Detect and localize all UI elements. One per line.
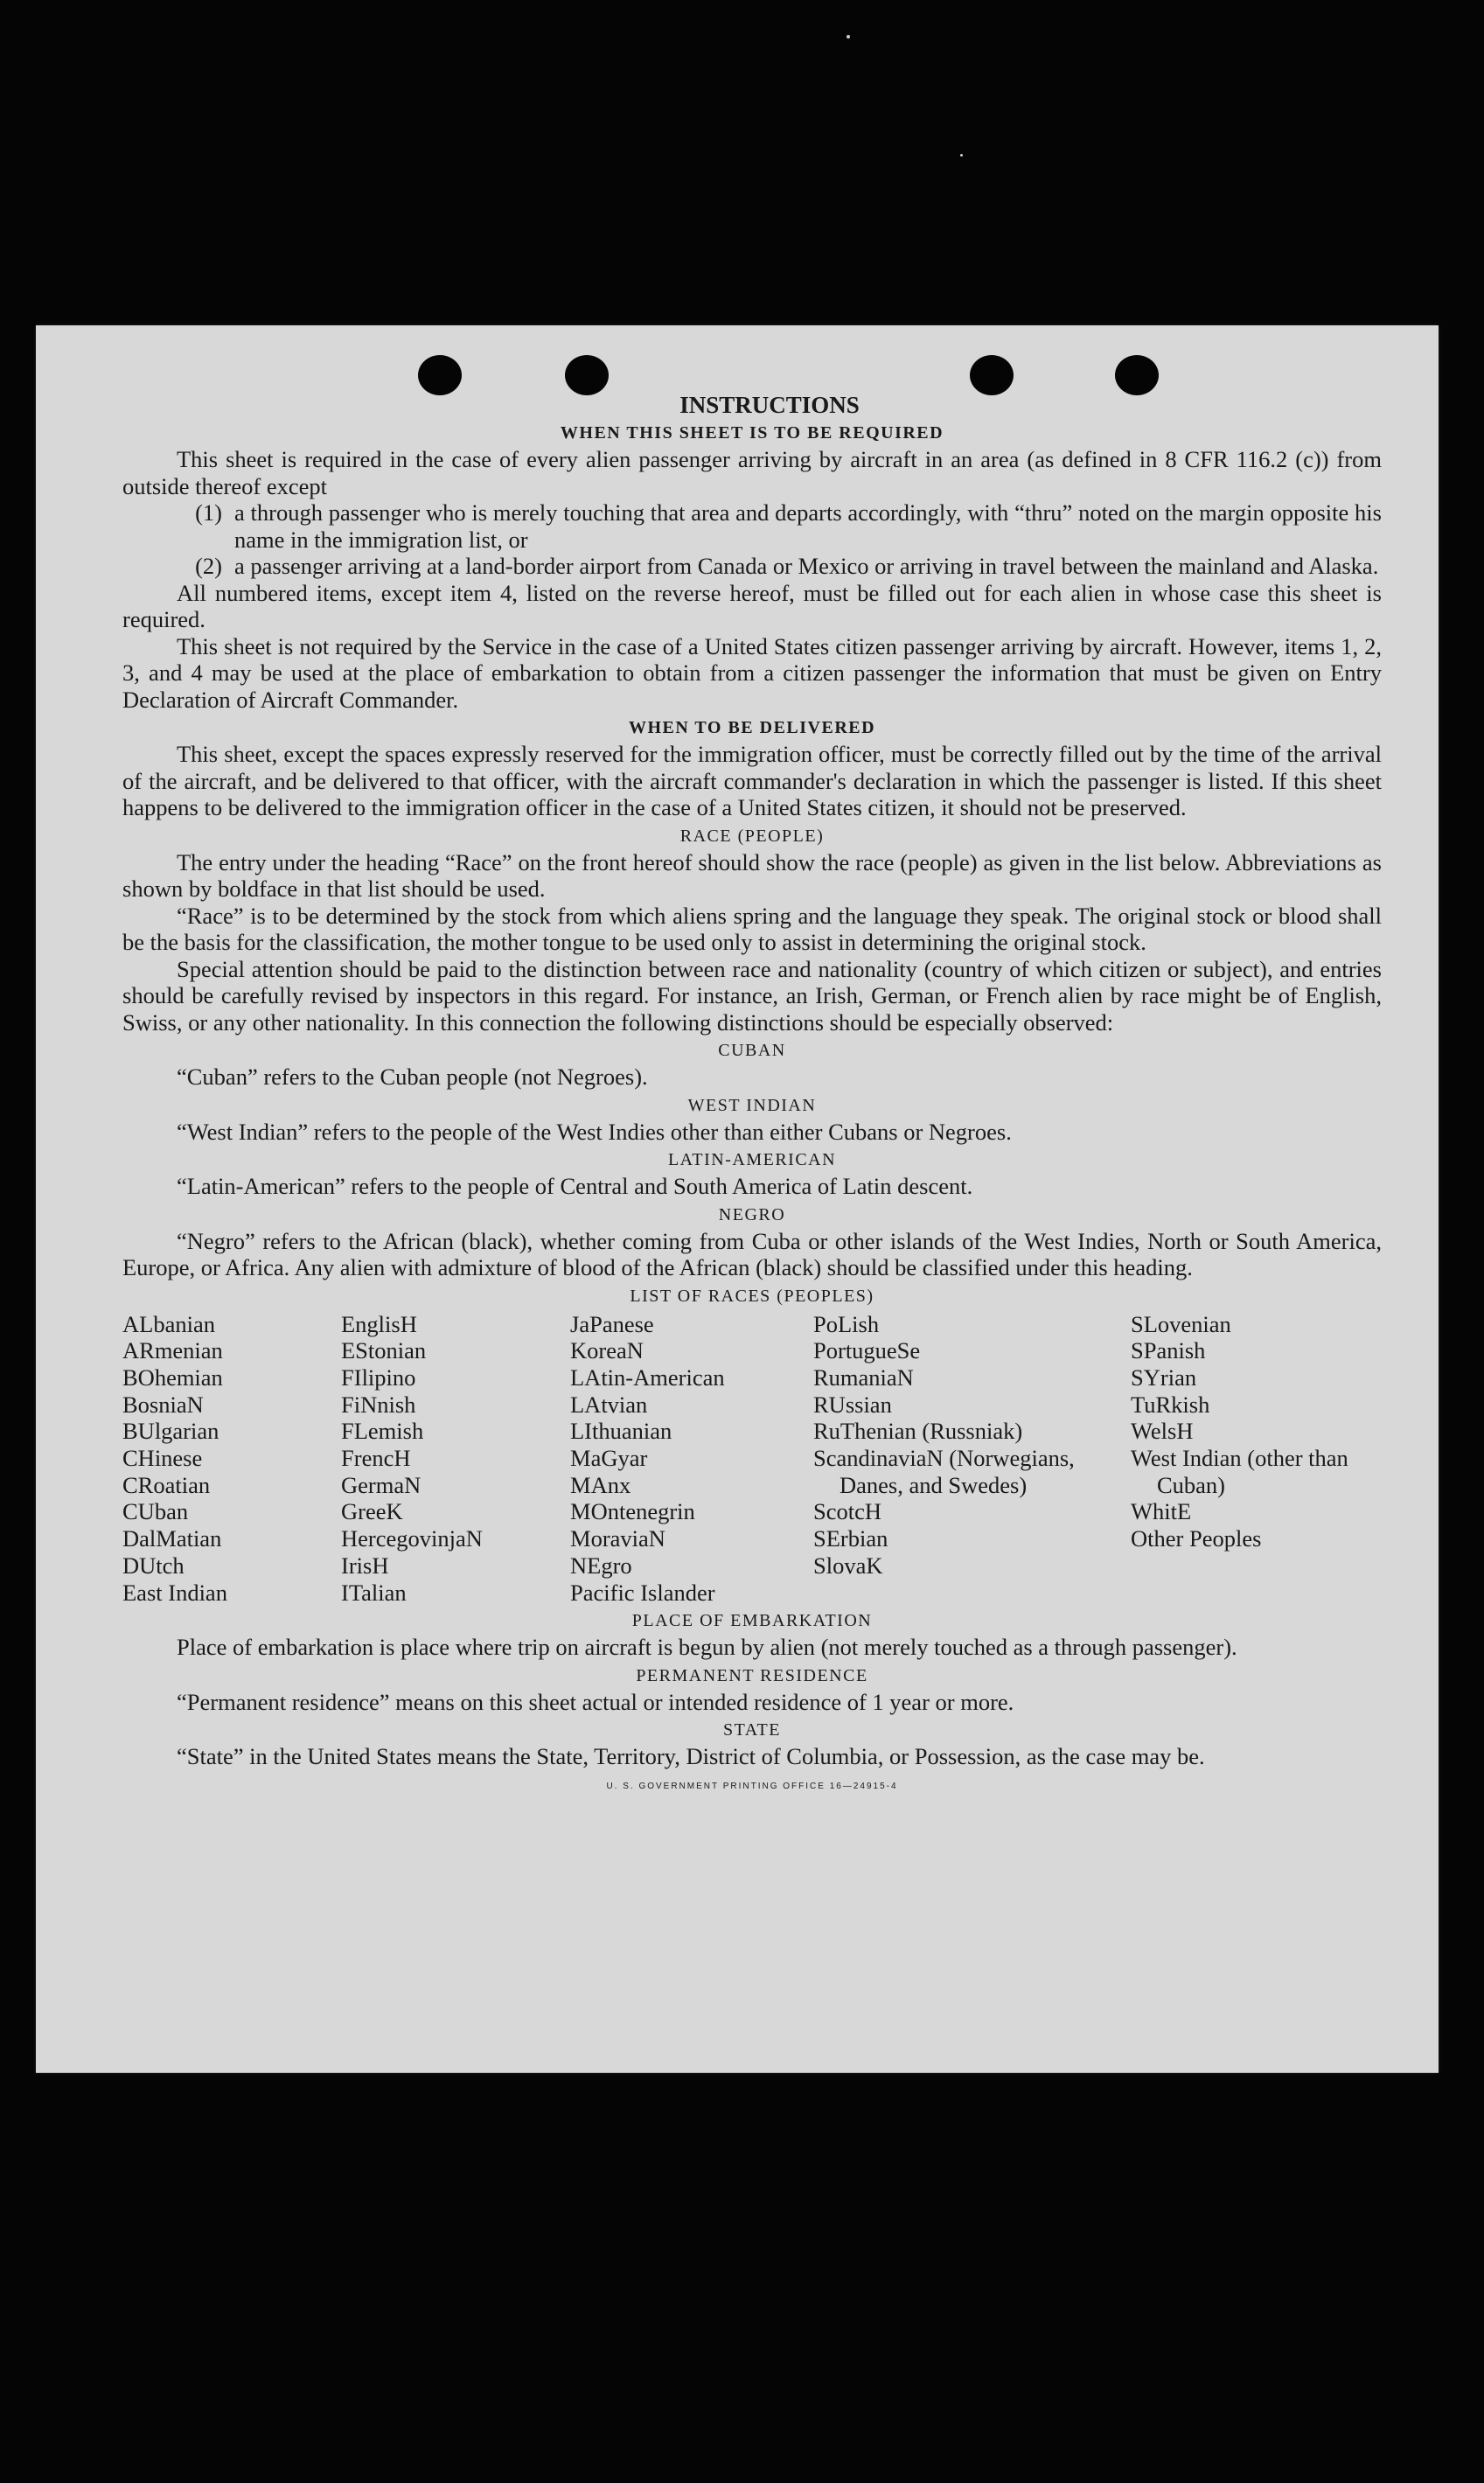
heading-state: STATE [723,1720,781,1740]
race-item: FIlipino [341,1364,416,1391]
race-item: ARmenian [122,1337,223,1364]
race-item: ALbanian [122,1310,215,1337]
race-item: RUssian [813,1391,892,1418]
race-item: Pacific Islander [570,1579,715,1606]
race-item: BUlgarian [122,1418,219,1445]
race-item: West Indian (other than Cuban) [1131,1445,1348,1498]
race-item: PortugueSe [813,1337,921,1364]
race-item: NEgro [570,1552,632,1579]
heading-when-required: WHEN THIS SHEET IS TO BE REQUIRED [560,423,944,443]
race-item: KoreaN [570,1337,644,1364]
race-item: DalMatian [122,1525,222,1552]
race-item: Other Peoples [1131,1525,1262,1552]
race-item: WelsH [1131,1418,1194,1445]
heading-west-indian: WEST INDIAN [687,1095,817,1115]
race-item: EStonian [341,1337,427,1364]
printer-imprint: U. S. GOVERNMENT PRINTING OFFICE 16—24915-4 [606,1781,898,1791]
heading-list-of-races: LIST OF RACES (PEOPLES) [630,1286,874,1306]
race-item: FLemish [341,1418,424,1445]
film-speck [960,154,963,157]
heading-embarkation: PLACE OF EMBARKATION [631,1611,873,1631]
paragraph: “West Indian” refers to the people of the West Indies other than either Cubans or Negroes. [177,1118,1012,1145]
punch-hole [565,355,609,395]
heading-latin-american: LATIN-AMERICAN [667,1150,837,1169]
race-item: ITalian [341,1579,407,1606]
race-column [813,1311,1131,1607]
race-item: FiNnish [341,1391,416,1418]
item-number: (1) [195,499,222,526]
race-item: LIthuanian [570,1418,672,1445]
race-item: CUban [122,1498,189,1525]
item-text: a through passenger who is merely touching that area and departs accordingly, with “thru” noted on the margin opposite his name in the immigration list, or [234,499,1382,553]
race-item: CRoatian [122,1471,211,1498]
race-column [570,1311,813,1607]
heading-residence: PERMANENT RESIDENCE [636,1665,868,1685]
race-item: FrencH [341,1445,411,1472]
race-item: GermaN [341,1471,422,1498]
race-item: BosniaN [122,1391,204,1418]
race-column [341,1311,570,1607]
race-item: JaPanese [570,1310,654,1337]
race-item: SLovenian [1131,1310,1231,1337]
paragraph: This sheet, except the spaces expressly reserved for the immigration officer, must be correctly filled out by the time of the arrival of the aircraft, and be delivered to that officer, with the aircraft commander's declaration in which the passenger is listed. If this sheet happens to be delivered to the immigration officer in the case of a United States citizen, it should not be preserved. [122,741,1382,820]
punch-hole [1115,355,1159,395]
race-list [122,1311,1382,1607]
race-item: HercegovinjaN [341,1525,483,1552]
paragraph: “Negro” refers to the African (black), whether coming from Cuba or other islands of the West Indies, North or South America, Europe, or Africa. Any alien with admixture of blood of the African (black) should be classified under this heading. [122,1227,1382,1280]
paragraph: This sheet is not required by the Service in the case of a United States citizen passenger arriving by aircraft. However, items 1, 2, 3, and 4 may be used at the place of embarkation to obtain from a citizen passenger the information that must be given on Entry Declaration of Aircraft Commander. [122,632,1382,713]
paragraph: “Latin-American” refers to the people of Central and South America of Latin descent. [177,1173,973,1199]
race-item: ScandinaviaN (Norwegians, Danes, and Swedes) [813,1445,1075,1498]
race-item: SErbian [813,1525,888,1552]
race-item: RumaniaN [813,1364,914,1391]
race-item: BOhemian [122,1364,223,1391]
race-item: PoLish [813,1310,880,1337]
race-item: SPanish [1131,1337,1206,1364]
paragraph: Place of embarkation is place where trip on aircraft is begun by alien (not merely touched as a through passenger). [177,1634,1237,1661]
page-title: INSTRUCTIONS [679,392,860,418]
paragraph: “Permanent residence” means on this sheet actual or intended residence of 1 year or more. [177,1688,1014,1715]
heading-negro: NEGRO [718,1204,786,1224]
race-item: TuRkish [1131,1391,1210,1418]
race-column [122,1311,341,1607]
paragraph: All numbered items, except item 4, listed on the reverse hereof, must be filled out for each alien in whose case this sheet is required. [122,579,1382,632]
race-item: DUtch [122,1552,185,1579]
instructions-body [122,392,1382,1800]
race-item: SYrian [1131,1364,1197,1391]
race-item: SlovaK [813,1552,883,1579]
race-item: EnglisH [341,1310,417,1337]
heading-cuban: CUBAN [718,1041,786,1060]
instruction-sheet [36,325,1439,2073]
paragraph: This sheet is required in the case of every alien passenger arriving by aircraft in an area (as defined in 8 CFR 116.2 (c)) from outside thereof except [122,446,1382,499]
punch-hole [418,355,462,395]
race-item: IrisH [341,1552,389,1579]
paragraph: “Race” is to be determined by the stock from which aliens spring and the language they speak. The original stock or blood shall be the basis for the classification, the mother tongue to be used only to assist in determining the original stock. [122,902,1382,955]
race-item: RuThenian (Russniak) [813,1418,1023,1445]
race-item: MAnx [570,1471,631,1498]
race-item: WhitE [1131,1498,1192,1525]
film-speck [847,35,850,38]
paragraph: The entry under the heading “Race” on the front hereof should show the race (people) as given in the list below. Abbreviations as shown by boldface in that list should be used. [122,848,1382,902]
item-number: (2) [195,553,222,579]
race-item: MaGyar [570,1445,648,1472]
race-item: LAtin-American [570,1364,725,1391]
heading-when-delivered: WHEN TO BE DELIVERED [628,718,876,737]
heading-race: RACE (PEOPLE) [679,826,825,846]
race-item: MoraviaN [570,1525,665,1552]
race-item: MOntenegrin [570,1498,695,1525]
race-item: GreeK [341,1498,403,1525]
race-column [1131,1311,1376,1607]
paragraph: Special attention should be paid to the distinction between race and nationality (country of which citizen or subject), and entries should be carefully revised by inspectors in this regard. For instance, an Irish, German, or French alien by race might be of English, Swiss, or any other nationality. In this connection the following distinctions should be especially observed: [122,955,1382,1036]
race-item: CHinese [122,1445,203,1472]
race-item: East Indian [122,1579,227,1606]
paragraph: “Cuban” refers to the Cuban people (not Negroes). [177,1064,648,1090]
list-item [122,553,1382,580]
race-item: LAtvian [570,1391,648,1418]
punch-hole [970,355,1014,395]
paragraph: “State” in the United States means the State, Territory, District of Columbia, or Possession, as the case may be. [177,1743,1205,1770]
list-item [122,499,1382,553]
race-item: ScotcH [813,1498,882,1525]
item-text: a passenger arriving at a land-border airport from Canada or Mexico or arriving in travel between the mainland and Alaska. [234,553,1379,579]
